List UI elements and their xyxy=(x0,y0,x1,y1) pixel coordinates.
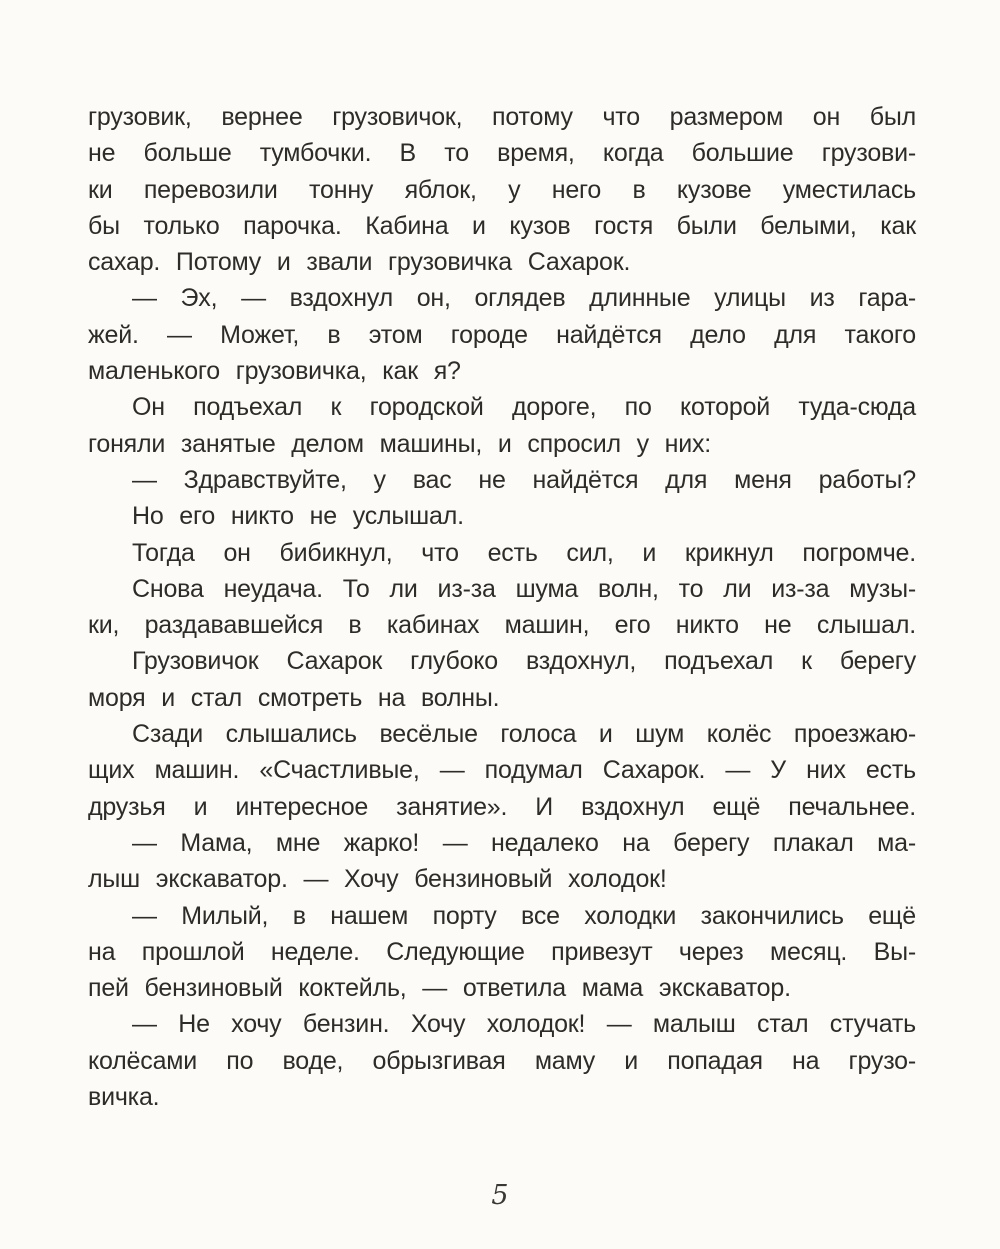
text-line: жей. — Может, в этом городе найдётся дело для такого xyxy=(88,320,916,349)
text-line: Сзади слышались весёлые голоса и шум колёс проезжаю- xyxy=(132,720,916,749)
text-line: Тогда он бибикнул, что есть сил, и крикнул погромче. xyxy=(132,538,916,567)
text-block xyxy=(88,99,916,1115)
text-line: — Милый, в нашем порту все холодки закончились ещё xyxy=(132,901,916,930)
text-line: вичка. xyxy=(88,1083,160,1112)
text-line: — Мама, мне жарко! — недалеко на берегу плакал ма- xyxy=(132,828,916,857)
text-line: — Эх, — вздохнул он, оглядев длинные улицы из гара- xyxy=(132,284,916,313)
text-line: — Не хочу бензин. Хочу холодок! — малыш стал стучать xyxy=(132,1010,916,1039)
text-line: Он подъехал к городской дороге, по которой туда-сюда xyxy=(132,393,916,422)
text-line: ки перевозили тонну яблок, у него в кузове уместилась xyxy=(88,175,916,204)
text-line: маленького грузовичка, как я? xyxy=(88,357,461,386)
text-line: — Здравствуйте, у вас не найдётся для меня работы? xyxy=(132,465,916,494)
text-line: Грузовичок Сахарок глубоко вздохнул, подъехал к берегу xyxy=(132,647,916,676)
text-line: щих машин. «Счастливые, — подумал Сахарок. — У них есть xyxy=(88,756,916,785)
text-line: грузовик, вернее грузовичок, потому что размером он был xyxy=(88,103,916,131)
text-line: колёсами по воде, обрызгивая маму и попадая на грузо- xyxy=(88,1046,916,1075)
text-line: пей бензиновый коктейль, — ответила мама экскаватор. xyxy=(88,974,791,1003)
text-line: друзья и интересное занятие». И вздохнул ещё печальнее. xyxy=(88,792,916,821)
page-number: 5 xyxy=(491,1180,509,1211)
text-line: моря и стал смотреть на волны. xyxy=(88,683,500,712)
text-line: Снова неудача. То ли из-за шума волн, то ли из-за музы- xyxy=(132,574,916,603)
text-line: на прошлой неделе. Следующие привезут через месяц. Вы- xyxy=(88,937,916,966)
text-line: ки, раздававшейся в кабинах машин, его никто не слышал. xyxy=(88,611,916,640)
text-line: не больше тумбочки. В то время, когда большие грузови- xyxy=(88,139,916,168)
text-line: Но его никто не услышал. xyxy=(132,502,464,531)
text-line: сахар. Потому и звали грузовичка Сахарок. xyxy=(88,248,631,277)
text-line: гоняли занятые делом машины, и спросил у них: xyxy=(88,429,712,458)
text-line: бы только парочка. Кабина и кузов гостя были белыми, как xyxy=(88,211,916,240)
text-line: лыш экскаватор. — Хочу бензиновый холодок! xyxy=(88,865,667,894)
